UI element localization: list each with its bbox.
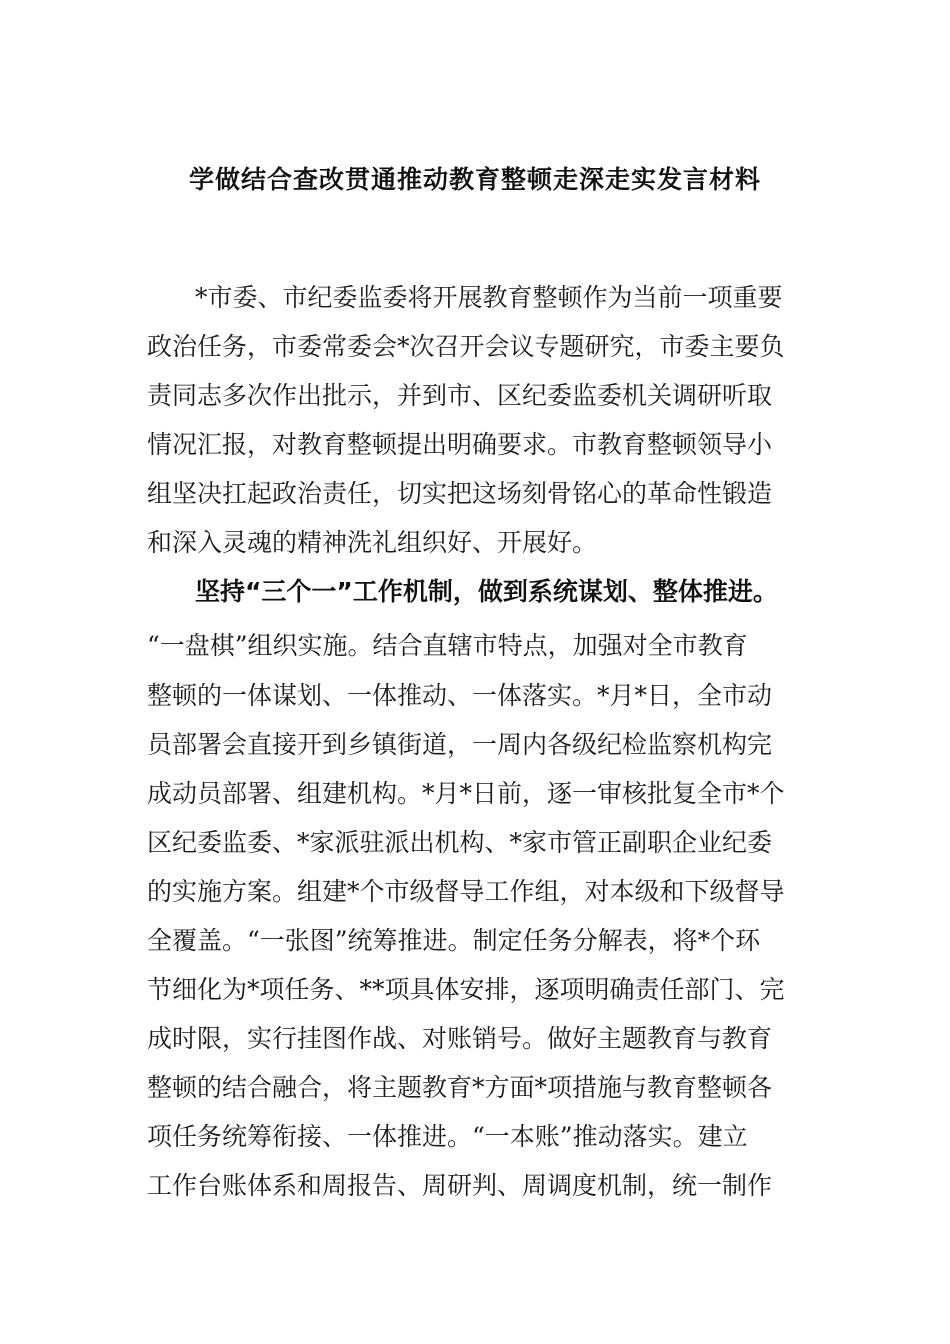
paragraph-line: “一盘棋”组织实施。结合直辖市特点，加强对全市教育 [147, 631, 748, 660]
paragraph-line: 情况汇报，对教育整顿提出明确要求。市教育整顿领导小 [147, 430, 773, 459]
paragraph-line: 整顿的结合融合，将主题教育*方面*项措施与教育整顿各 [147, 1073, 773, 1102]
section-heading: 坚持“三个一”工作机制，做到系统谋划、整体推进。 [195, 577, 778, 606]
paragraph-line: 成时限，实行挂图作战、对账销号。做好主题教育与教育 [147, 1024, 773, 1053]
paragraph-line: 和深入灵魂的精神洗礼组织好、开展好。 [147, 528, 598, 557]
paragraph-line: 节细化为*项任务、**项具体安排，逐项明确责任部门、完 [147, 975, 785, 1004]
paragraph-line: 全覆盖。“一张图”统筹推进。制定任务分解表，将*个环 [147, 926, 761, 955]
paragraph-line: 组坚决扛起政治责任，切实把这场刻骨铭心的革命性锻造 [147, 479, 773, 508]
paragraph-line: 政治任务，市委常委会*次召开会议专题研究，市委主要负 [147, 332, 785, 361]
paragraph-line: 整顿的一体谋划、一体推动、一体落实。*月*日，全市动 [147, 681, 773, 710]
paragraph-line: 的实施方案。组建*个市级督导工作组，对本级和下级督导 [147, 877, 785, 906]
paragraph-line: 区纪委监委、*家派驻派出机构、*家市管正副职企业纪委 [147, 828, 773, 857]
paragraph-line: 成动员部署、组建机构。*月*日前，逐一审核批复全市*个 [147, 779, 785, 808]
document-title: 学做结合查改贯通推动教育整顿走深走实发言材料 [188, 165, 761, 194]
paragraph-line: 工作台账体系和周报告、周研判、周调度机制，统一制作 [147, 1171, 773, 1200]
paragraph-line: 员部署会直接开到乡镇街道，一周内各级纪检监察机构完 [147, 730, 773, 759]
paragraph-line: 责同志多次作出批示，并到市、区纪委监委机关调研听取 [147, 381, 773, 410]
paragraph-line: *市委、市纪委监委将开展教育整顿作为当前一项重要 [195, 283, 783, 312]
paragraph-line: 项任务统筹衔接、一体推进。“一本账”推动落实。建立 [147, 1122, 748, 1151]
